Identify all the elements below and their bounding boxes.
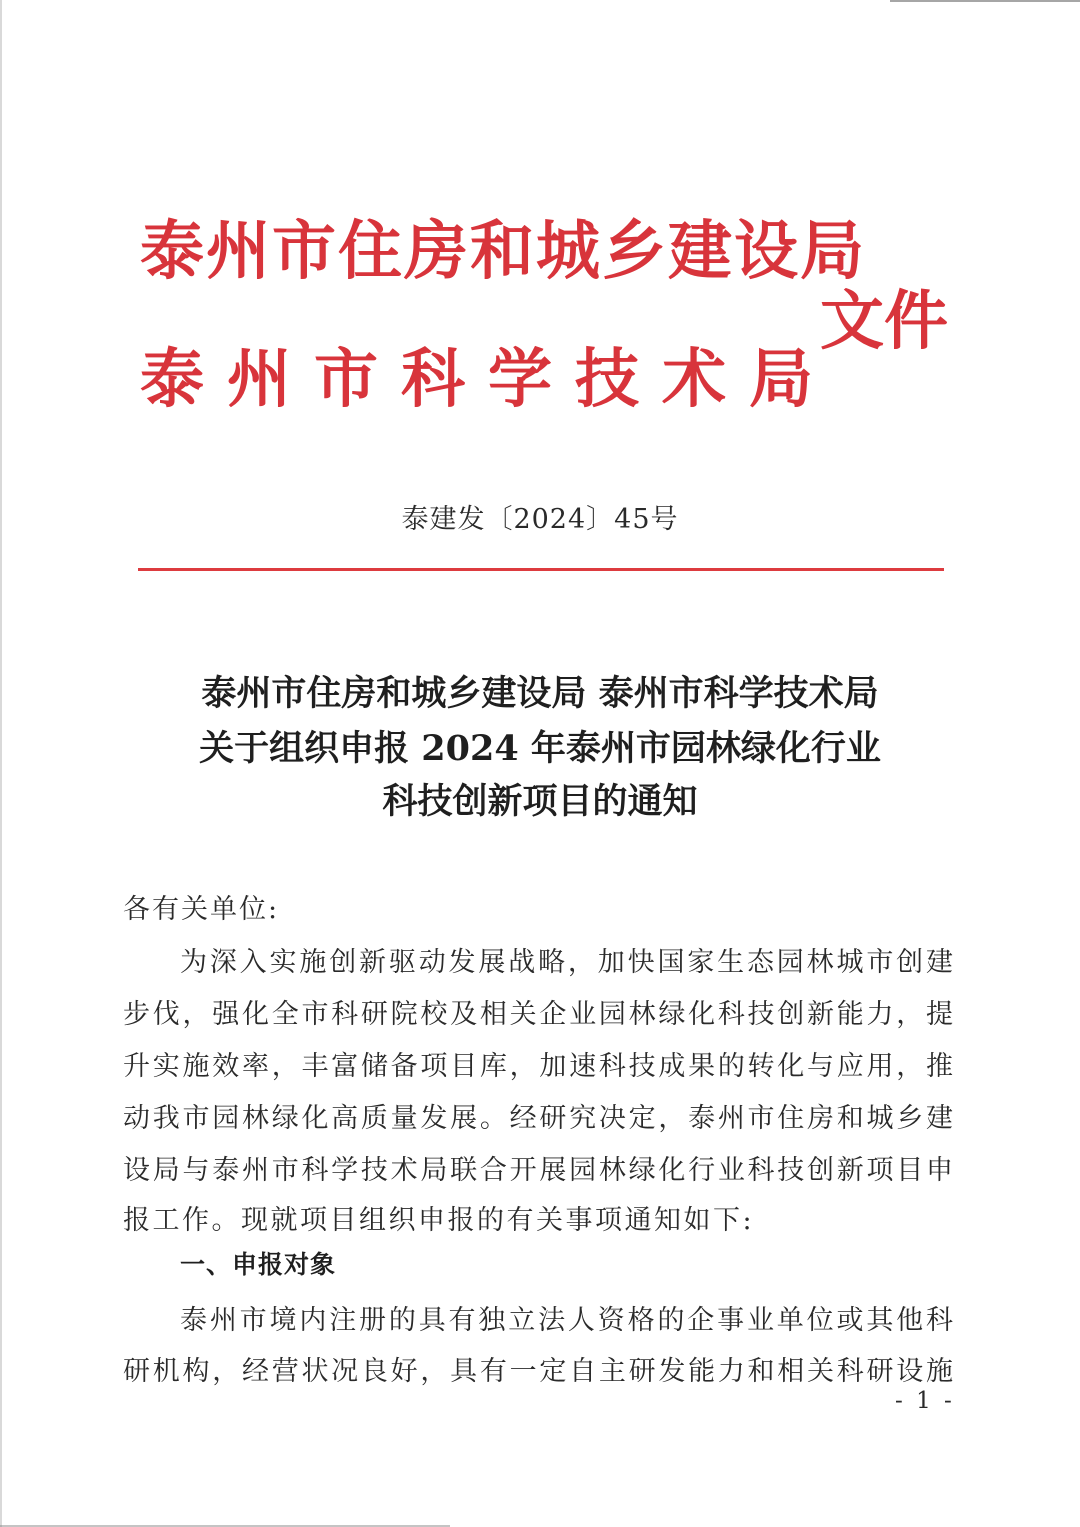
scan-edge-top [890,0,1080,2]
title-line-3: 科技创新项目的通知 [382,781,698,822]
body-line: 为深入实施创新驱动发展战略，加快国家生态园林城市创建 [180,947,953,978]
page-number: - 1 - [895,1388,955,1414]
document-number: 泰建发〔2024〕45号 [401,504,679,535]
issuing-org-housing-bureau: 泰州市住房和城乡建设局 [140,214,866,289]
body-line: 研机构，经营状况良好，具有一定自主研发能力和相关科研设施 [123,1356,953,1387]
section-heading: 一、申报对象 [180,1250,337,1279]
document-label: 文件 [820,284,948,359]
body-line: 升实施效率，丰富储备项目库，加速科技成果的转化与应用，推 [123,1051,953,1082]
body-line: 设局与泰州市科学技术局联合开展园林绿化行业科技创新项目申 [123,1155,953,1186]
title-line-1: 泰州市住房和城乡建设局 泰州市科学技术局 [201,673,879,714]
body-line: 动我市园林绿化高质量发展。经研究决定，泰州市住房和城乡建 [123,1103,953,1134]
body-line: 泰州市境内注册的具有独立法人资格的企事业单位或其他科 [180,1305,953,1336]
body-line: 报工作。现就项目组织申报的有关事项通知如下: [123,1205,755,1236]
issuing-org-science-bureau: 泰州市科学技术局 [140,342,836,417]
salutation: 各有关单位: [123,894,280,925]
red-divider-line [138,568,944,571]
title-line-2: 关于组织申报 2024 年泰州市园林绿化行业 [199,728,881,769]
body-line: 步伐，强化全市科研院校及相关企业园林绿化科技创新能力，提 [123,999,953,1030]
